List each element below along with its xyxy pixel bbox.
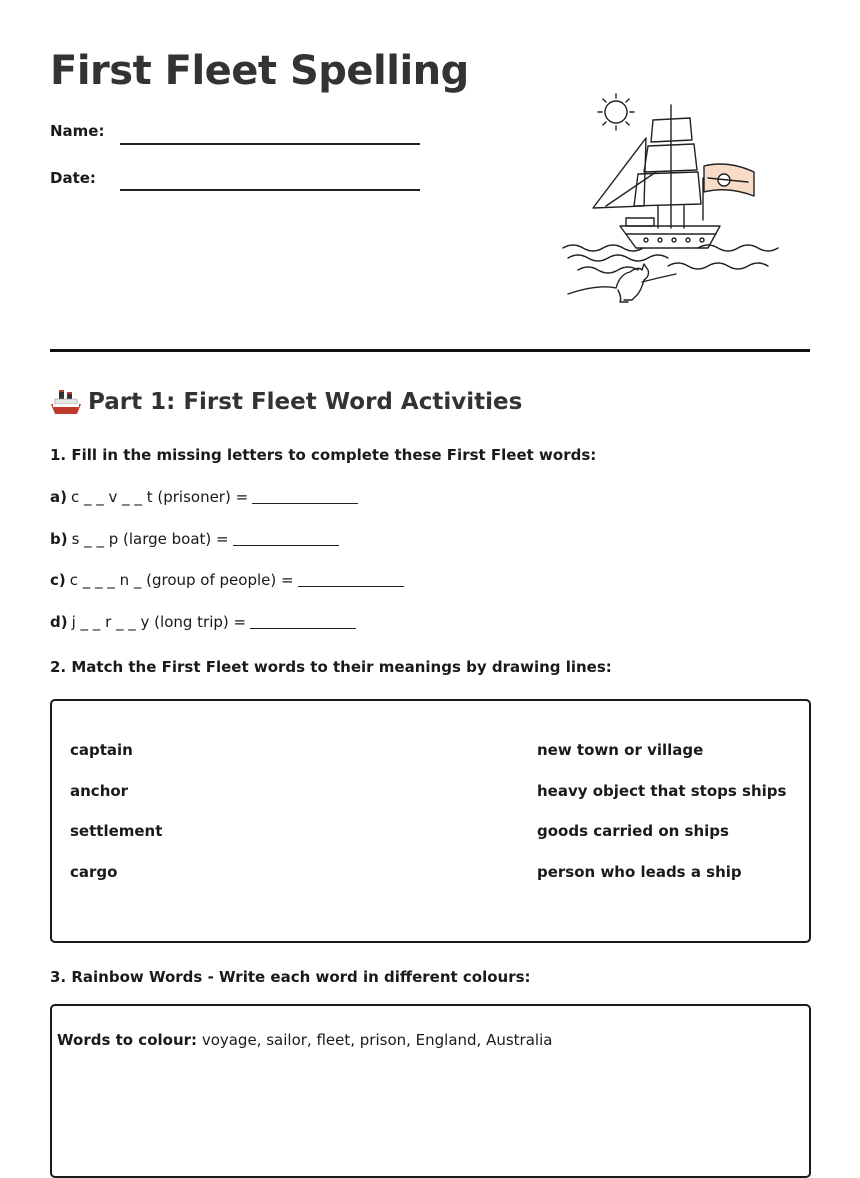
- match-word: anchor: [70, 782, 129, 800]
- match-word: captain: [70, 741, 133, 759]
- fill-item-c: [50, 571, 404, 589]
- item-text: j _ _ r _ _ y (long trip) =: [71, 613, 247, 631]
- words-to-colour-label: Words to colour:: [57, 1031, 198, 1049]
- answer-blank[interactable]: [252, 503, 358, 504]
- name-label: Name:: [50, 122, 105, 140]
- fill-item-d: [50, 613, 356, 631]
- match-meaning: heavy object that stops ships: [537, 782, 787, 800]
- matching-box: [50, 699, 811, 943]
- words-to-colour: [57, 1031, 552, 1049]
- fill-item-b: [50, 530, 339, 548]
- answer-blank[interactable]: [233, 545, 339, 546]
- name-field[interactable]: [120, 143, 420, 145]
- date-label: Date:: [50, 169, 96, 187]
- words-to-colour-list: voyage, sailor, fleet, prison, England, Australia: [201, 1031, 553, 1049]
- item-label: b): [50, 530, 68, 548]
- answer-blank[interactable]: [250, 628, 356, 629]
- answer-blank[interactable]: [298, 586, 404, 587]
- item-text: c _ _ v _ _ t (prisoner) =: [70, 488, 249, 506]
- match-meaning: person who leads a ship: [537, 863, 742, 881]
- sailing-ship-illustration: [558, 88, 784, 308]
- match-meaning: new town or village: [537, 741, 704, 759]
- ship-icon: [50, 388, 82, 416]
- match-meaning: goods carried on ships: [537, 822, 729, 840]
- match-word: cargo: [70, 863, 118, 881]
- section-divider: [50, 349, 810, 352]
- question-3-prompt: 3. Rainbow Words - Write each word in different colours:: [50, 968, 531, 986]
- match-word: settlement: [70, 822, 163, 840]
- item-label: a): [50, 488, 67, 506]
- fill-item-a: [50, 488, 358, 506]
- section-title: [50, 388, 522, 416]
- item-text: c _ _ _ n _ (group of people) =: [69, 571, 294, 589]
- item-text: s _ _ p (large boat) =: [71, 530, 229, 548]
- page-title: First Fleet Spelling: [50, 48, 469, 94]
- item-label: d): [50, 613, 68, 631]
- date-field[interactable]: [120, 189, 420, 191]
- item-label: c): [50, 571, 66, 589]
- question-1-prompt: 1. Fill in the missing letters to complete these First Fleet words:: [50, 446, 597, 464]
- section-title-text: Part 1: First Fleet Word Activities: [88, 389, 523, 415]
- question-2-prompt: 2. Match the First Fleet words to their meanings by drawing lines:: [50, 658, 612, 676]
